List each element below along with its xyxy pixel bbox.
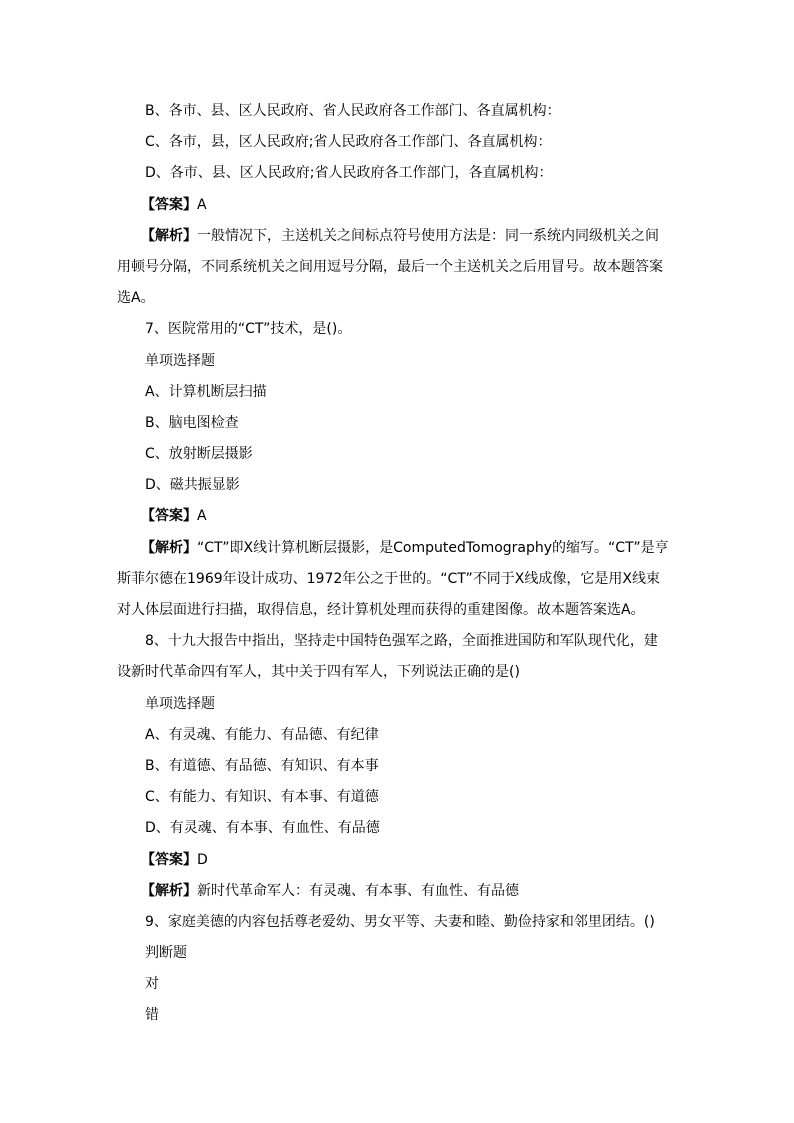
q8-option-a: A、有灵魂、有能力、有品德、有纪律 bbox=[145, 726, 379, 743]
q6-option-b: B、各市、县、区人民政府、省人民政府各工作部门、各直属机构： bbox=[145, 103, 561, 119]
analysis-label: 【解析】 bbox=[141, 882, 197, 899]
q7-option-d: D、磁共振显影 bbox=[145, 477, 240, 494]
q8-answer bbox=[117, 845, 682, 876]
q7-option-b: B、脑电图检查 bbox=[145, 414, 239, 431]
q9-option-true: 对 bbox=[145, 976, 159, 993]
analysis-text: 新时代革命军人：有灵魂、有本事、有血性、有品德 bbox=[197, 882, 519, 899]
answer-value: D bbox=[197, 851, 208, 868]
q6-analysis-line: 选A。 bbox=[117, 290, 155, 307]
q6-answer bbox=[117, 190, 682, 221]
q6-option-d: D、各市、县、区人民政府;省人民政府各工作部门，各直属机构： bbox=[145, 165, 553, 182]
q9-type: 判断题 bbox=[145, 945, 187, 962]
analysis-text: “CT”即X线计算机断层摄影，是ComputedTomography的缩写。“CT”是亨 bbox=[197, 539, 669, 556]
answer-value: A bbox=[197, 508, 207, 525]
q7-analysis-line: 斯菲尔德在1969年设计成功、1972年公之于世的。“CT”不同于X线成像，它是用X线束 bbox=[117, 570, 660, 587]
q8-option-d: D、有灵魂、有本事、有血性、有品德 bbox=[145, 820, 380, 837]
answer-label: 【答案】 bbox=[141, 508, 197, 525]
q7-analysis-line: 对人体层面进行扫描，取得信息，经计算机处理而获得的重建图像。故本题答案选A。 bbox=[117, 602, 645, 618]
q6-option-c: C、各市，县，区人民政府;省人民政府各工作部门、各直属机构： bbox=[145, 134, 552, 151]
q8-option-b: B、有道德、有品德、有知识、有本事 bbox=[145, 757, 379, 774]
answer-label: 【答案】 bbox=[141, 196, 197, 213]
q7-option-c: C、放射断层摄影 bbox=[145, 446, 253, 463]
q9-question: 9、家庭美德的内容包括尊老爱幼、男女平等、夫妻和睦、勤俭持家和邻里团结。() bbox=[145, 913, 655, 930]
q8-type: 单项选择题 bbox=[145, 695, 215, 712]
q8-analysis bbox=[117, 876, 682, 907]
q8-option-c: C、有能力、有知识、有本事、有道德 bbox=[145, 789, 379, 806]
q6-analysis-line: 用顿号分隔，不同系统机关之间用逗号分隔，最后一个主送机关之后用冒号。故本题答案 bbox=[117, 258, 663, 275]
q8-question-line: 设新时代革命四有军人，其中关于四有军人，下列说法正确的是() bbox=[117, 664, 520, 681]
q6-analysis bbox=[117, 221, 682, 252]
answer-value: A bbox=[197, 196, 207, 213]
analysis-label: 【解析】 bbox=[141, 227, 197, 244]
q8-question: 8、十九大报告中指出，坚持走中国特色强军之路，全面推进国防和军队现代化，建 bbox=[145, 633, 658, 650]
q7-type: 单项选择题 bbox=[145, 352, 215, 369]
q7-answer bbox=[117, 501, 682, 532]
analysis-text: 一般情况下，主送机关之间标点符号使用方法是：同一系统内同级机关之间 bbox=[197, 227, 659, 244]
q7-analysis bbox=[117, 533, 682, 564]
analysis-label: 【解析】 bbox=[141, 539, 197, 556]
document-page bbox=[117, 96, 682, 1032]
answer-label: 【答案】 bbox=[141, 851, 197, 868]
q9-option-false: 错 bbox=[145, 1007, 159, 1024]
q7-option-a: A、计算机断层扫描 bbox=[145, 383, 267, 400]
q7-question: 7、医院常用的“CT”技术，是()。 bbox=[145, 321, 352, 338]
